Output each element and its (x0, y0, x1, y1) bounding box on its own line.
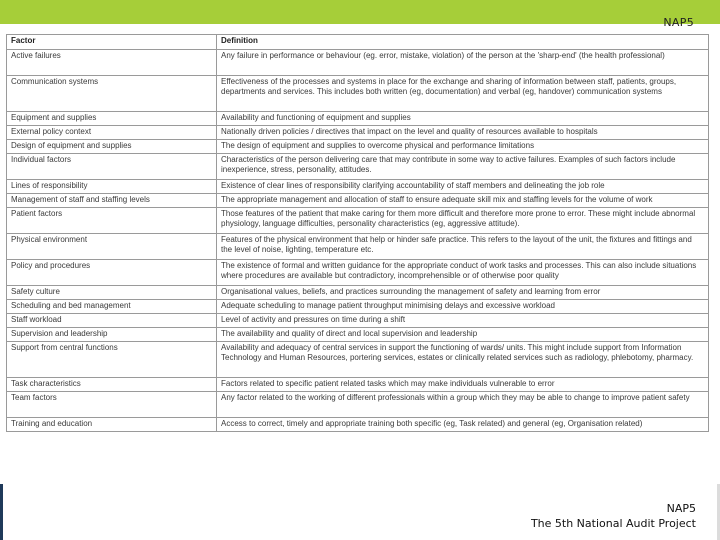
definition-cell: The appropriate management and allocation of staff to ensure adequate skill mix and staffing levels for the volume of work (217, 194, 709, 208)
factor-cell: Task characteristics (7, 378, 217, 392)
table-row (7, 328, 709, 342)
definition-cell: Effectiveness of the processes and systems in place for the exchange and sharing of information between staff, patients, groups, departments and services. This includes both written (eg, documentation) and verbal (eg, handover) communication systems (217, 76, 709, 112)
column-header-factor: Factor (7, 35, 217, 50)
factor-cell: Safety culture (7, 286, 217, 300)
factor-cell: Communication systems (7, 76, 217, 112)
definition-cell: Availability and adequacy of central services in support the functioning of wards/ units. This might include support from Information Technology and Human Resources, portering services, estates or clinically related services such as radiology, phlebotomy, pharmacy. (217, 342, 709, 378)
factor-cell: Design of equipment and supplies (7, 140, 217, 154)
table-row (7, 378, 709, 392)
table-row (7, 208, 709, 234)
footer (531, 501, 696, 532)
definition-cell: Adequate scheduling to manage patient throughput minimising delays and excessive workload (217, 300, 709, 314)
table-row (7, 286, 709, 300)
table-row (7, 140, 709, 154)
definition-cell: Existence of clear lines of responsibility clarifying accountability of staff members and delineating the job role (217, 180, 709, 194)
table-row (7, 112, 709, 126)
factor-cell: Team factors (7, 392, 217, 418)
factor-definition-table-container (6, 34, 708, 432)
column-header-definition: Definition (217, 35, 709, 50)
definition-cell: The availability and quality of direct and local supervision and leadership (217, 328, 709, 342)
table-row (7, 194, 709, 208)
table-row (7, 300, 709, 314)
definition-cell: Those features of the patient that make caring for them more difficult and therefore more prone to error. These might include abnormal physiology, language difficulties, personality characteristics (eg, aggressive attitude). (217, 208, 709, 234)
footer-title: NAP5 (666, 502, 696, 515)
table-row (7, 260, 709, 286)
table-row (7, 234, 709, 260)
factor-cell: Supervision and leadership (7, 328, 217, 342)
table-row (7, 418, 709, 432)
definition-cell: Any failure in performance or behaviour (eg. error, mistake, violation) of the person at the 'sharp-end' (the health professional) (217, 50, 709, 76)
table-row (7, 126, 709, 140)
definition-cell: The design of equipment and supplies to overcome physical and performance limitations (217, 140, 709, 154)
factor-cell: Training and education (7, 418, 217, 432)
factor-cell: Support from central functions (7, 342, 217, 378)
top-accent-bar (0, 0, 720, 24)
table-row (7, 342, 709, 378)
definition-cell: Any factor related to the working of different professionals within a group which they may be able to change to improve patient safety (217, 392, 709, 418)
factor-cell: Equipment and supplies (7, 112, 217, 126)
table-row (7, 180, 709, 194)
table-row (7, 76, 709, 112)
definition-cell: Factors related to specific patient related tasks which may make individuals vulnerable to error (217, 378, 709, 392)
factor-cell: Staff workload (7, 314, 217, 328)
factor-cell: Scheduling and bed management (7, 300, 217, 314)
factor-cell: Individual factors (7, 154, 217, 180)
header-label: NAP5 (663, 16, 694, 29)
factor-cell: Management of staff and staffing levels (7, 194, 217, 208)
table-row (7, 314, 709, 328)
factor-cell: Patient factors (7, 208, 217, 234)
definition-cell: Organisational values, beliefs, and practices surrounding the management of safety and learning from error (217, 286, 709, 300)
factor-cell: Physical environment (7, 234, 217, 260)
factor-cell: Lines of responsibility (7, 180, 217, 194)
table-header-row (7, 35, 709, 50)
footer-subtitle: The 5th National Audit Project (530, 517, 696, 530)
definition-cell: Level of activity and pressures on time during a shift (217, 314, 709, 328)
table-row (7, 50, 709, 76)
factor-cell: Policy and procedures (7, 260, 217, 286)
definition-cell: Characteristics of the person delivering care that may contribute in some way to active failures. Examples of such factors include inexperience, stress, personality, attitudes. (217, 154, 709, 180)
table-row (7, 154, 709, 180)
factor-cell: External policy context (7, 126, 217, 140)
definition-cell: The existence of formal and written guidance for the appropriate conduct of work tasks and processes. This can also include situations where procedures are available but contradictory, incomprehensible or of otherwise poor quality (217, 260, 709, 286)
definition-cell: Access to correct, timely and appropriate training both specific (eg, Task related) and general (eg, Organisation related) (217, 418, 709, 432)
factor-definition-table (6, 34, 709, 432)
definition-cell: Nationally driven policies / directives that impact on the level and quality of resources available to hospitals (217, 126, 709, 140)
definition-cell: Features of the physical environment that help or hinder safe practice. This refers to the layout of the unit, the fixtures and fittings and the level of noise, lighting, temperature etc. (217, 234, 709, 260)
left-edge-strip (0, 484, 3, 540)
definition-cell: Availability and functioning of equipment and supplies (217, 112, 709, 126)
table-row (7, 392, 709, 418)
factor-cell: Active failures (7, 50, 217, 76)
